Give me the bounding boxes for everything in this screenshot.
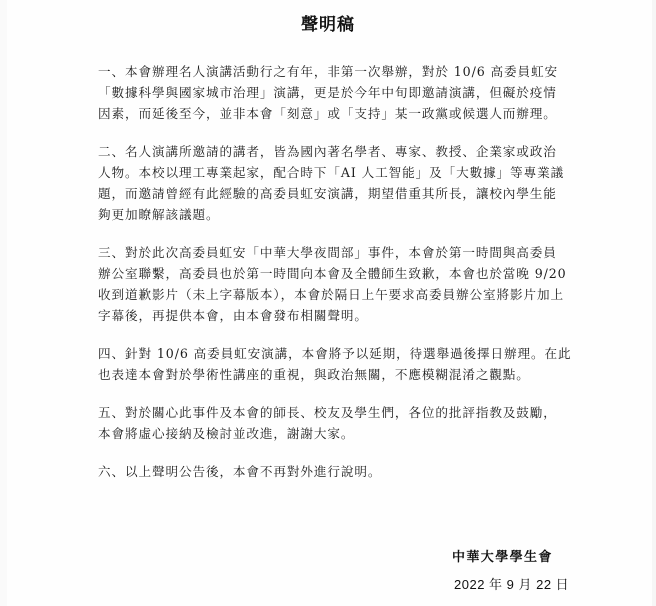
paragraph-line: 收到道歉影片（未上字幕版本），本會於隔日上午要求高委員辦公室將影片加上: [98, 287, 564, 302]
paragraph-line: 人物。本校以理工專業起家，配合時下「AI 人工智能」及「大數據」等專業議: [98, 165, 565, 180]
document-title: 聲明稿: [301, 15, 355, 35]
paragraph-line: 因素，而延後至今，並非本會「刻意」或「支持」某一政黨或候選人而辦理。: [98, 106, 557, 121]
paragraph-line: 也表達本會對於學術性講座的重視，與政治無關，不應模糊混淆之觀點。: [98, 367, 530, 382]
paragraph-1: [98, 61, 568, 124]
signature-block: [452, 546, 569, 593]
paragraph-line: 六、以上聲明公告後，本會不再對外進行說明。: [98, 464, 382, 479]
paragraph-3: [98, 242, 568, 326]
paragraph-line: 二、名人演講所邀請的講者，皆為國內著名學者、專家、教授、企業家或政治: [98, 144, 557, 159]
paragraph-line: 本會將虛心接納及檢討並改進，謝謝大家。: [98, 426, 355, 441]
signature-date: 2022 年 9 月 22 日: [454, 577, 570, 592]
paragraph-line: 五、對於關心此事件及本會的師長、校友及學生們，各位的批評指教及鼓勵，: [98, 405, 557, 420]
paragraph-line: 字幕後，再提供本會，由本會發布相關聲明。: [98, 308, 368, 323]
signature-organization: 中華大學學生會: [452, 550, 553, 565]
paragraph-line: 一、本會辦理名人演講活動行之有年，非第一次舉辦，對於 10/6 高委員虹安: [98, 64, 558, 79]
paragraph-line: 夠更加瞭解該議題。: [98, 207, 220, 222]
paragraph-line: 四、針對 10/6 高委員虹安演講，本會將予以延期，待選舉過後擇日辦理。在此: [98, 346, 572, 361]
statement-body: [98, 61, 572, 499]
paragraph-line: 辦公室聯繫，高委員也於第一時間向本會及全體師生致歉，本會也於當晚 9/20: [98, 266, 567, 281]
page-left-edge: [0, 0, 7, 606]
paragraph-5: [98, 402, 568, 444]
paragraph-2: [98, 141, 568, 225]
page-right-edge: [652, 0, 656, 606]
paragraph-4: [98, 343, 572, 385]
paragraph-line: 題，而邀請曾經有此經驗的高委員虹安演講，期望借重其所長，讓校內學生能: [98, 186, 557, 201]
paragraph-line: 三、對於此次高委員虹安「中華大學夜間部」事件，本會於第一時間與高委員: [98, 245, 557, 260]
paragraph-line: 「數據科學與國家城市治理」演講，更是於今年中旬即邀請演講，但礙於疫情: [98, 85, 557, 100]
paragraph-6: [98, 461, 568, 482]
